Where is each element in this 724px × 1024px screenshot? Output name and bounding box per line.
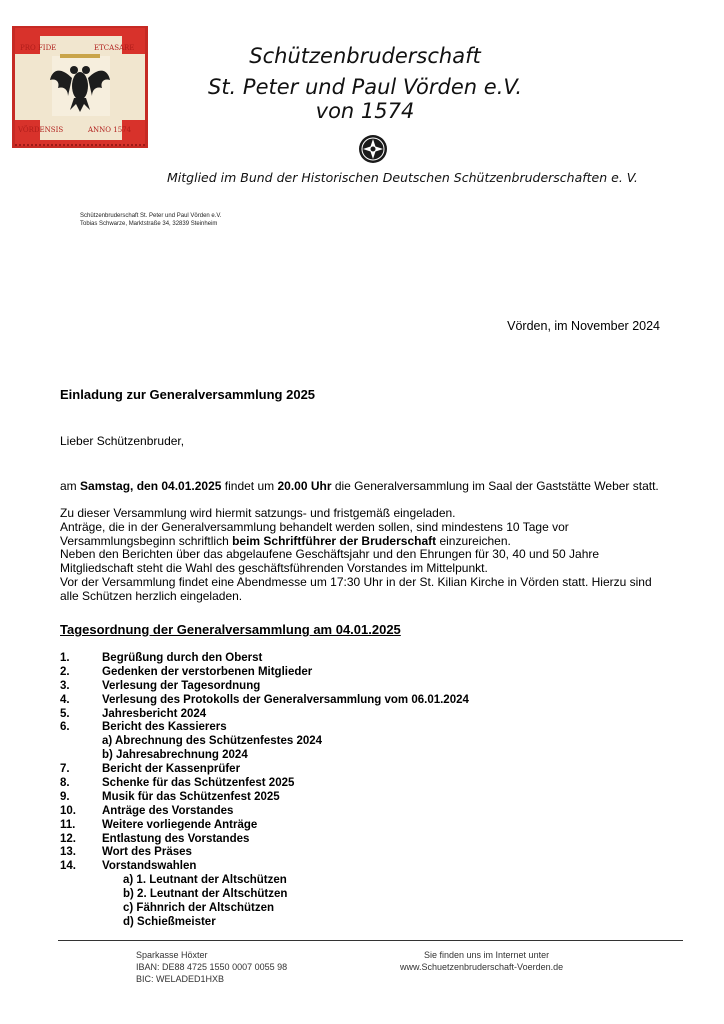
agenda-subitem <box>60 735 680 749</box>
text-segment: Versammlungsbeginn schriftlich <box>60 533 233 548</box>
banner-inscription-bottom-left: VÖRDENSIS <box>18 126 64 134</box>
body-line: Mitgliedschaft steht die Wahl des geschäftsführenden Vorstandes im Mittelpunkt. <box>60 561 488 576</box>
agenda-item-text: Entlastung des Vorstandes <box>102 832 250 845</box>
agenda-item <box>60 791 680 805</box>
body-line: Vor der Versammlung findet eine Abendmesse um 17:30 Uhr in der St. Kilian Kirche in Vörden statt. Hierzu sind <box>60 574 652 589</box>
agenda-item-text: Begrüßung durch den Oberst <box>102 652 263 664</box>
agenda-item-text: Schenke für das Schützenfest 2025 <box>102 777 295 790</box>
agenda-item-number: 6. <box>60 721 70 734</box>
agenda-item-text: Verlesung des Protokolls der Generalversammlung vom 06.01.2024 <box>102 693 469 706</box>
agenda-item <box>60 846 680 860</box>
footer-bank-name: Sparkasse Höxter <box>136 950 208 960</box>
body-line: Anträge, die in der Generalversammlung behandelt werden sollen, sind mindestens 10 Tage vor <box>60 519 569 534</box>
agenda-list <box>60 652 680 930</box>
footer-web-intro: Sie finden uns im Internet unter <box>424 950 550 960</box>
body-line: alle Schützen herzlich eingeladen. <box>60 588 243 603</box>
sender-line-1: Schützenbruderschaft St. Peter und Paul Vörden e.V. <box>80 213 222 219</box>
agenda-item-text: Gedenken der verstorbenen Mitglieder <box>102 665 313 678</box>
footer-website-link[interactable]: www.Schuetzenbruderschaft-Voerden.de <box>400 962 564 972</box>
agenda-subitem-text: b) Jahresabrechnung 2024 <box>102 749 248 762</box>
salutation: Lieber Schützenbruder, <box>60 434 185 448</box>
cross-emblem-icon <box>358 134 388 164</box>
title-line-1: Schützenbruderschaft <box>249 44 481 68</box>
text-segment: die Generalversammlung im Saal der Gaststätte Weber statt. <box>331 479 659 493</box>
agenda-item-text: Bericht der Kassenprüfer <box>102 763 241 776</box>
footer-divider <box>58 940 683 941</box>
agenda-item <box>60 694 680 708</box>
agenda-subitem-text: d) Schießmeister <box>123 915 216 928</box>
banner-inscription-top-left: PRO FIDE <box>20 44 57 52</box>
agenda-item-text: Bericht des Kassierers <box>102 721 227 734</box>
title-line-3: von 1574 <box>315 99 415 123</box>
agenda-item-number: 4. <box>60 693 70 706</box>
meeting-time: 20.00 Uhr <box>277 479 332 493</box>
meeting-date: Samstag, den 04.01.2025 <box>80 479 222 493</box>
agenda-subitem <box>60 874 680 888</box>
banner-flag-image <box>12 26 148 148</box>
body-text <box>60 507 675 604</box>
agenda-item <box>60 833 680 847</box>
agenda-item-number: 9. <box>60 790 70 803</box>
agenda-subitem <box>60 888 680 902</box>
agenda-item <box>60 666 680 680</box>
agenda-subitem-text: a) 1. Leutnant der Altschützen <box>123 874 287 887</box>
agenda-item <box>60 819 680 833</box>
agenda-item-text: Verlesung der Tagesordnung <box>102 679 261 692</box>
agenda-item-number: 5. <box>60 707 70 720</box>
agenda-item-number: 14. <box>60 860 76 873</box>
subject-heading: Einladung zur Generalversammlung 2025 <box>60 387 316 402</box>
agenda-item <box>60 680 680 694</box>
agenda-item <box>60 860 680 874</box>
text-segment: am <box>60 479 81 493</box>
agenda-item <box>60 721 680 735</box>
meeting-date-paragraph <box>60 479 659 493</box>
footer-bic: BIC: WELADED1HXB <box>136 974 225 984</box>
agenda-subitem-text: c) Fähnrich der Altschützen <box>123 902 275 915</box>
body-line: Zu dieser Versammlung wird hiermit satzungs- und fristgemäß eingeladen. <box>60 506 456 520</box>
agenda-title: Tagesordnung der Generalversammlung am 04.01.2025 <box>60 622 401 637</box>
agenda-item-number: 7. <box>60 763 70 776</box>
agenda-item-number: 3. <box>60 679 70 692</box>
text-segment-bold: beim Schriftführer der Bruderschaft <box>232 533 437 548</box>
agenda-item-text: Anträge des Vorstandes <box>102 804 234 817</box>
agenda-item-number: 13. <box>60 846 76 859</box>
agenda-subitem <box>60 902 680 916</box>
agenda-item-text: Jahresbericht 2024 <box>102 707 207 720</box>
footer-iban: IBAN: DE88 4725 1550 0007 0055 98 <box>136 962 288 972</box>
place-date: Vörden, im November 2024 <box>507 319 660 333</box>
agenda-item <box>60 805 680 819</box>
agenda-item <box>60 708 680 722</box>
sender-line-2: Tobias Schwarze, Marktstraße 34, 32839 Steinheim <box>80 221 218 227</box>
agenda-subitem <box>60 916 680 930</box>
agenda-item-number: 8. <box>60 777 70 790</box>
agenda-item <box>60 652 680 666</box>
agenda-item-text: Wort des Präses <box>102 846 192 859</box>
agenda-item-number: 1. <box>60 652 70 664</box>
agenda-item-number: 2. <box>60 665 70 678</box>
body-line <box>60 535 675 549</box>
membership-line: Mitglied im Bund der Historischen Deutschen Schützenbruderschaften e. V. <box>167 170 638 185</box>
agenda-item-number: 12. <box>60 832 76 845</box>
text-segment: einzureichen. <box>436 533 511 548</box>
body-line: Neben den Berichten über das abgelaufene Geschäftsjahr und den Ehrungen für 30, 40 und 50 Jahre <box>60 547 600 562</box>
agenda-subitem-text: b) 2. Leutnant der Altschützen <box>123 888 288 901</box>
agenda-item-text: Weitere vorliegende Anträge <box>102 818 258 831</box>
agenda-item <box>60 777 680 791</box>
agenda-item-text: Vorstandswahlen <box>102 860 197 873</box>
text-segment: findet um <box>221 479 278 493</box>
agenda-item <box>60 763 680 777</box>
agenda-item-number: 10. <box>60 804 76 817</box>
banner-inscription-top-right: ETCASARE <box>94 44 135 52</box>
agenda-subitem <box>60 749 680 763</box>
agenda-item-number: 11. <box>60 818 76 831</box>
agenda-subitem-text: a) Abrechnung des Schützenfestes 2024 <box>102 735 323 748</box>
banner-inscription-bottom-right: ANNO 1574 <box>88 126 132 134</box>
title-line-2: St. Peter und Paul Vörden e.V. <box>207 75 522 99</box>
agenda-item-text: Musik für das Schützenfest 2025 <box>102 790 280 803</box>
